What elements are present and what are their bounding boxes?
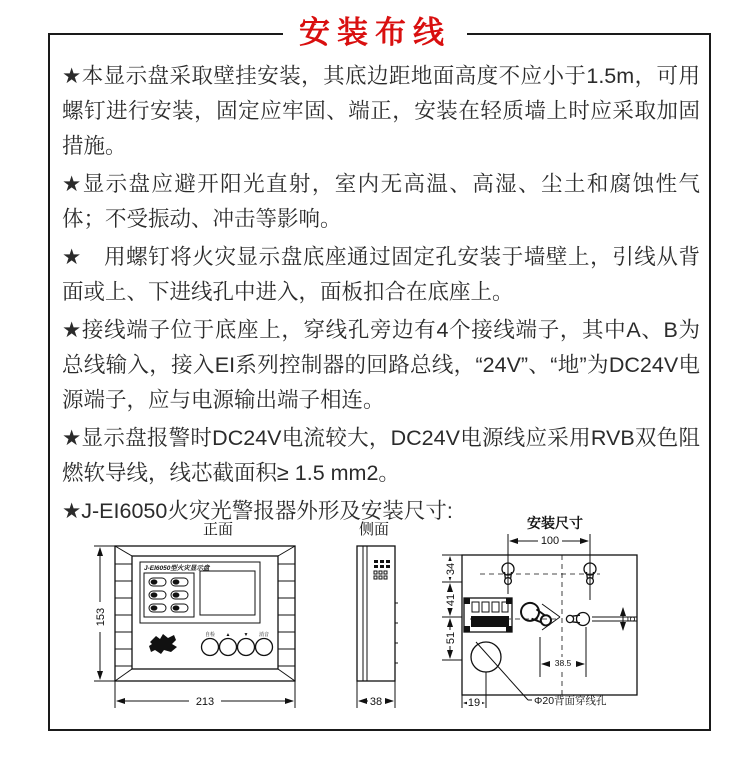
left-ribs xyxy=(115,564,132,666)
side-vent-dots xyxy=(374,560,390,579)
paragraph-terminals: ★接线端子位于底座上，穿线孔旁边有4个接线端子，其中A、B为总线输入，接入EI系列控制器的回路总线，“24V”、“地”为DC24V电源端子，应与电源输出端子相连。 xyxy=(62,318,700,412)
install-dims-drawing xyxy=(440,512,720,727)
button-down xyxy=(238,639,255,656)
paragraph-screw-base: ★ 用螺钉将火灾显示盘底座通过固定孔安装于墙壁上，引线从背面或上、下进线孔中进入，面板扣合在底座上。 xyxy=(62,245,700,304)
front-view-label: 正面 xyxy=(202,521,234,538)
indicator-leds xyxy=(149,578,188,612)
front-view-drawing xyxy=(70,518,332,723)
paragraph-dimensions-intro: ★J-EI6050火灾光警报器外形及安装尺寸: xyxy=(62,499,453,523)
side-view-label: 侧面 xyxy=(358,521,390,538)
wire-hole-label: Φ20背面穿线孔 xyxy=(534,695,607,707)
side-view-drawing xyxy=(340,518,440,723)
front-height-dim: 153 xyxy=(95,607,107,627)
keyhole-horizontal xyxy=(566,613,589,626)
side-depth-dim: 38 xyxy=(369,696,383,708)
paragraph-power-wire: ★显示盘报警时DC24V电流较大，DC24V电源线应采用RVB双色阻燃软导线，线芯截面积≥ 1.5 mm2。 xyxy=(62,426,700,485)
right-ribs xyxy=(278,564,295,666)
button-selftest xyxy=(202,639,219,656)
button-label-selftest: 自检 xyxy=(204,632,216,638)
ei-logo xyxy=(149,634,177,654)
keyhole-tilted xyxy=(518,600,555,631)
button-up xyxy=(220,639,237,656)
install-right-dim: 5 xyxy=(626,615,638,623)
install-left-dim-51: 51 xyxy=(445,631,457,645)
install-left-dim-34: 34 xyxy=(445,562,457,576)
button-label-up: ▲ xyxy=(225,632,231,638)
bc-ext-lines xyxy=(540,627,586,677)
button-label-down: ▼ xyxy=(243,632,249,638)
install-label: 安装尺寸 xyxy=(527,515,583,531)
panel-model-text: J-EI6050型火灾显示盘 xyxy=(144,565,210,572)
terminal-block xyxy=(464,598,512,632)
install-left-dim-41: 41 xyxy=(445,593,457,607)
page-title: 安装布线 xyxy=(283,7,467,52)
wire-hole xyxy=(471,642,501,672)
install-center-dim: 38.5 xyxy=(554,658,572,668)
install-top-dim: 100 xyxy=(540,535,560,547)
technical-drawings xyxy=(0,512,750,727)
hole-leader-line xyxy=(476,642,528,700)
paragraph-wall-mount: ★本显示盘采取壁挂安装，其底边距地面高度不应小于1.5m，可用螺钉进行安装，固定应牢固、端正，安装在轻质墙上时应采取加固措施。 xyxy=(62,64,700,158)
install-bottom-left-dim: 19 xyxy=(467,697,481,709)
button-label-mute: 消音 xyxy=(258,632,270,638)
instruction-text xyxy=(62,56,700,532)
button-mute xyxy=(256,639,273,656)
panel-buttons xyxy=(202,631,273,656)
paragraph-environment: ★显示盘应避开阳光直射，室内无高温、高湿、尘土和腐蚀性气体；不受振动、冲击等影响。 xyxy=(62,172,700,231)
front-width-dim: 213 xyxy=(195,696,215,708)
side-front-plate-lines xyxy=(363,546,367,681)
lcd-screen xyxy=(200,571,255,615)
